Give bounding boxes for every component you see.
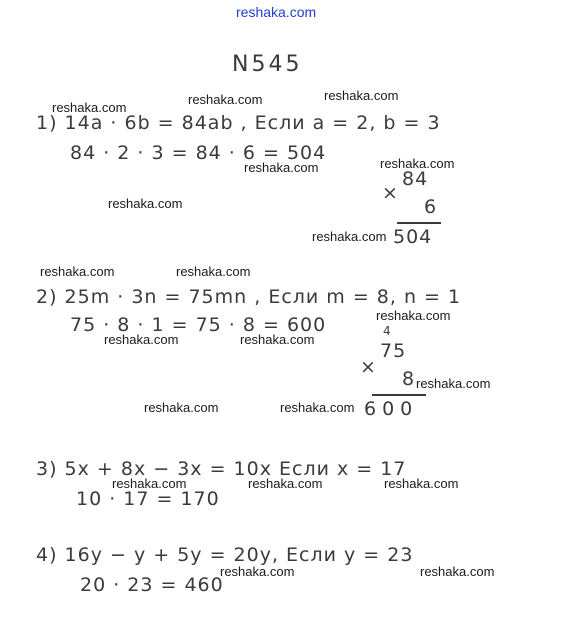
watermark: reshaka.com	[104, 332, 179, 347]
problem-4-expression: 4) 16y − y + 5y = 20y, Если y = 23	[36, 544, 414, 566]
page-title: N545	[232, 52, 303, 77]
problem-2-column-result: 600	[364, 398, 419, 420]
watermark: reshaka.com	[176, 264, 251, 279]
watermark: reshaka.com	[244, 160, 319, 175]
problem-2-expression: 2) 25m · 3n = 75mn , Если m = 8, n = 1	[36, 286, 462, 308]
problem-2-column-carry: 4	[383, 324, 392, 338]
watermark-top: reshaka.com	[236, 4, 317, 20]
watermark: reshaka.com	[144, 400, 219, 415]
problem-2-calculation: 75 · 8 · 1 = 75 · 8 = 600	[70, 314, 327, 336]
problem-1-calculation: 84 · 2 · 3 = 84 · 6 = 504	[70, 142, 327, 164]
watermark: reshaka.com	[112, 476, 187, 491]
problem-2-column-line	[372, 394, 426, 396]
problem-1-column-op: ×	[382, 182, 399, 204]
problem-1-column-line	[397, 222, 441, 224]
watermark: reshaka.com	[188, 92, 263, 107]
problem-3-calculation: 10 · 17 = 170	[76, 488, 220, 510]
watermark: reshaka.com	[384, 476, 459, 491]
watermark: reshaka.com	[240, 332, 315, 347]
watermark: reshaka.com	[376, 308, 451, 323]
problem-2-column-op: ×	[360, 356, 377, 378]
watermark: reshaka.com	[416, 376, 491, 391]
watermark: reshaka.com	[52, 100, 127, 115]
watermark: reshaka.com	[324, 88, 399, 103]
watermark: reshaka.com	[248, 476, 323, 491]
watermark: reshaka.com	[380, 156, 455, 171]
problem-2-column-bottom: 8	[402, 368, 416, 390]
problem-1-column-top: 84	[402, 168, 429, 190]
problem-4-calculation: 20 · 23 = 460	[80, 574, 224, 596]
problem-1-column-bottom: 6	[424, 196, 438, 218]
watermark: reshaka.com	[280, 400, 355, 415]
watermark: reshaka.com	[312, 229, 387, 244]
problem-1-column-result: 504	[393, 226, 433, 248]
problem-2-column-top: 75	[380, 340, 407, 362]
watermark: reshaka.com	[220, 564, 295, 579]
watermark: reshaka.com	[420, 564, 495, 579]
watermark: reshaka.com	[108, 196, 183, 211]
watermark: reshaka.com	[40, 264, 115, 279]
problem-3-expression: 3) 5x + 8x − 3x = 10x Если x = 17	[36, 458, 407, 480]
problem-1-expression: 1) 14a · 6b = 84ab , Если a = 2, b = 3	[36, 112, 441, 134]
